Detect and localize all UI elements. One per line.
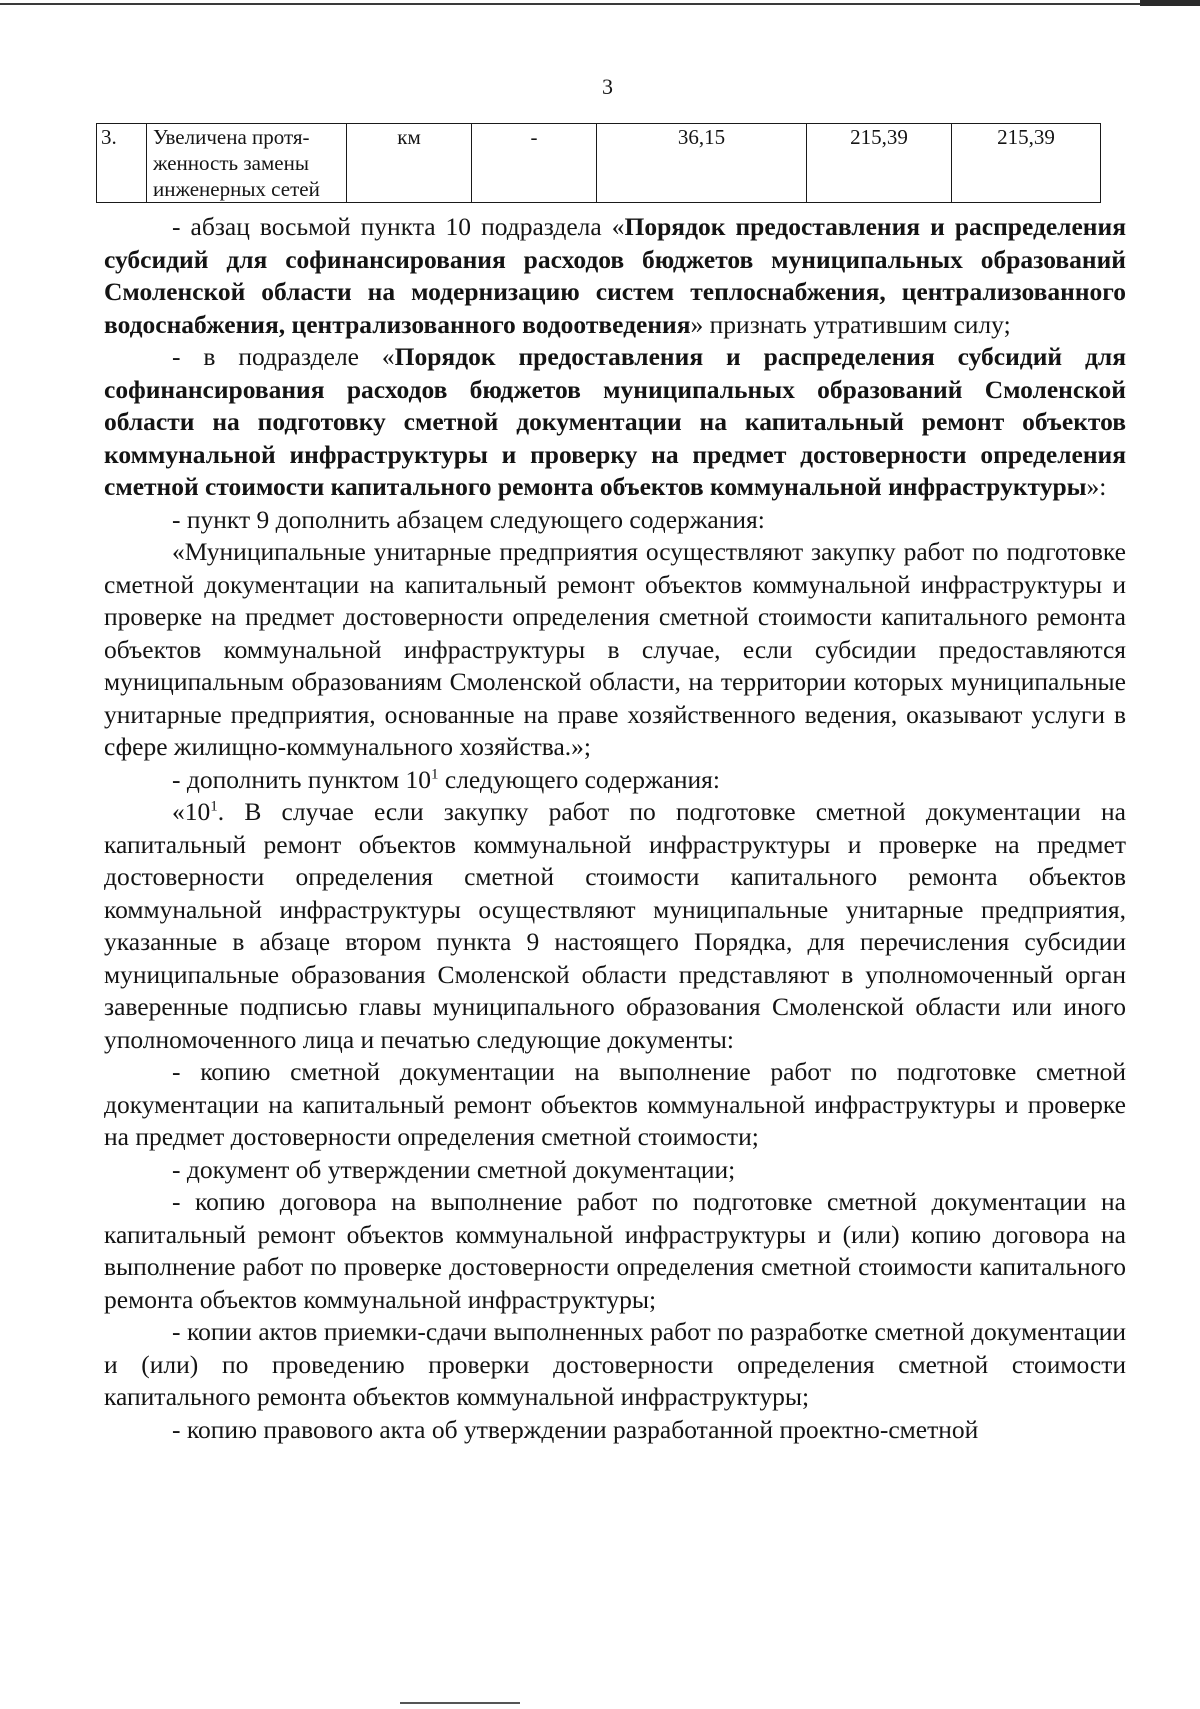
scan-top-edge-line — [0, 3, 1200, 5]
list-item: - документ об утверждении сметной документации; — [172, 1154, 736, 1184]
list-item: - копии актов приемки-сдачи выполненных работ по разработке сметной документации и (или) по проведению проверки достоверности определения сметной стоимости капитального ремонта объектов коммунальной инфраструктуры; — [104, 1317, 1126, 1411]
paragraph: - дополнить пунктом $10^1$ следующего содержания: — [172, 764, 720, 794]
table-row — [97, 124, 1101, 203]
paragraph: «Муниципальные унитарные предприятия осуществляют закупку работ по подготовке сметной документации на капитальный ремонт объектов коммунальной инфраструктуры и проверке на предмет достоверности определения сметной стоимости капитального ремонта объектов коммунальной инфраструктуры в случае, если субсидии предоставляются муниципальным образованиям Смоленской области, на территории которых муниципальные унитарные предприятия, основанные на праве хозяйственного ведения, оказывают услуги в сфере жилищно-коммунального хозяйства.»; — [104, 537, 1126, 761]
list-item: - копию сметной документации на выполнение работ по подготовке сметной документации на капитальный ремонт объектов коммунальной инфраструктуры и проверке на предмет достоверности определения сметной стоимости; — [104, 1057, 1126, 1151]
list-item: - копию договора на выполнение работ по подготовке сметной документации на капитальный ремонт объектов коммунальной инфраструктуры и (или) копию договора на выполнение работ по проверке достоверности определения сметной стоимости капитального ремонта объектов коммунальной инфраструктуры; — [104, 1187, 1126, 1314]
superscript: 1 — [210, 798, 218, 815]
subsection-title: Порядок предоставления и распределения субсидий для софинансирования расходов бюджетов муниципальных образований Смоленской области на модернизацию систем теплоснабжения, централизованного водоснабжения, централизованного водоотведения — [104, 212, 1126, 339]
base-value-cell: - — [472, 124, 597, 203]
list-item: - копию правового акта об утверждении разработанной проектно-сметной — [172, 1414, 979, 1444]
indicator-name-line: инженерных сетей — [153, 177, 320, 201]
value-cell: 36,15 — [597, 124, 807, 203]
row-number-cell: 3. — [97, 124, 147, 203]
superscript: 1 — [431, 766, 439, 782]
paragraph: - в подразделе «Порядок предоставления и распределения субсидий для софинансирования расходов бюджетов муниципальных образований Смоленской области на подготовку сметной документации на капитальный ремонт объектов коммунальной инфраструктуры и проверку на предмет достоверности определения сметной стоимости капитального ремонта объектов коммунальной инфраструктуры»: — [104, 342, 1126, 501]
scan-top-edge-mark — [1140, 0, 1200, 6]
page-number: 3 — [602, 74, 613, 99]
value-cell: 215,39 — [807, 124, 952, 203]
paragraph: - абзац восьмой пункта 10 подраздела «Порядок предоставления и распределения субсидий для софинансирования расходов бюджетов муниципальных образований Смоленской области на модернизацию систем теплоснабжения, централизованного водоснабжения, централизованного водоотведения» признать утратившим силу; — [104, 212, 1126, 339]
document-body — [104, 211, 1126, 1446]
subsection-title: Порядок предоставления и распределения субсидий для софинансирования расходов бюджетов муниципальных образований Смоленской области на подготовку сметной документации на капитальный ремонт объектов коммунальной инфраструктуры и проверку на предмет достоверности определения сметной стоимости капитального ремонта объектов коммунальной инфраструктуры — [104, 342, 1126, 501]
value-cell: 215,39 — [952, 124, 1101, 203]
unit-cell: км — [347, 124, 472, 203]
paragraph: - пункт 9 дополнить абзацем следующего содержания: — [172, 504, 765, 534]
indicator-name-line: женность замены — [153, 151, 309, 175]
indicators-table — [96, 123, 1101, 203]
indicator-name-line: Увеличена протя- — [153, 125, 310, 149]
scan-bottom-mark — [400, 1702, 520, 1704]
indicator-name-cell — [147, 124, 347, 203]
paragraph: «$10^1$. В случае если закупку работ по подготовке сметной документации на капитальный ремонт объектов коммунальной инфраструктуры и проверке на предмет достоверности определения сметной стоимости капитального ремонта объектов коммунальной инфраструктуры осуществляют муниципальные унитарные предприятия, указанные в абзаце втором пункта 9 настоящего Порядка, для перечисления субсидии муниципальные образования Смоленской области представляют в уполномоченный орган заверенные подписью главы муниципального образования Смоленской области или иного уполномоченного лица и печатью следующие документы: — [104, 797, 1126, 1054]
